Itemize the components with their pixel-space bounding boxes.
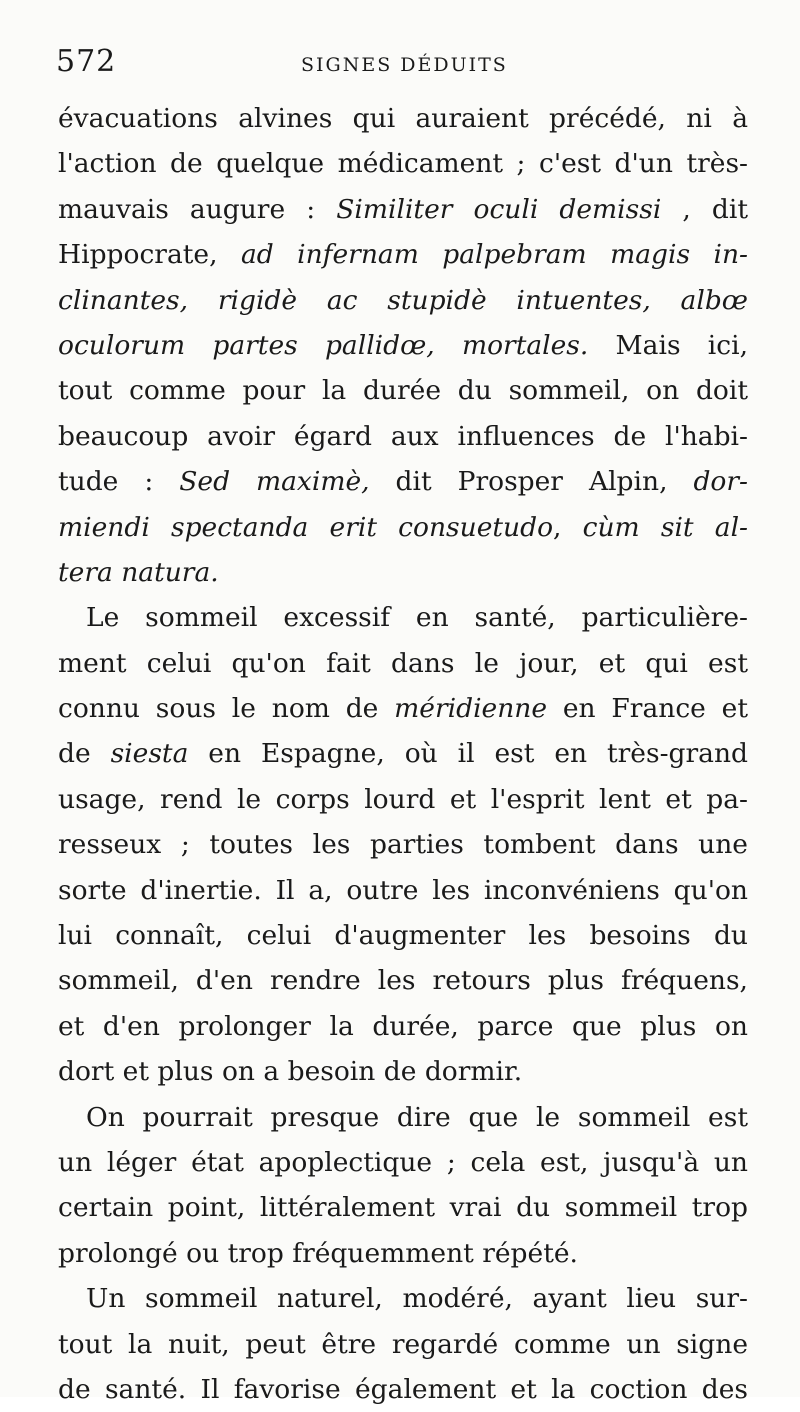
text-run: Mais ici, <box>588 329 748 361</box>
text-run: sommeil, d'en rendre les retours plus fréquens, <box>58 965 748 997</box>
italic-text: siesta <box>110 738 189 770</box>
text-run: l'action de quelque médicament ; c'est d'un très- <box>58 148 748 180</box>
text-run: dit Prosper Alpin, <box>369 466 694 498</box>
body-text <box>58 96 748 1412</box>
text-run: lui connaît, celui d'augmenter les besoins du <box>58 920 748 952</box>
text-run: resseux ; toutes les parties tombent dans une <box>58 829 748 861</box>
text-line <box>58 777 748 822</box>
text-line <box>58 641 748 686</box>
text-run: prolongé ou trop fréquemment répété. <box>58 1237 578 1269</box>
text-run: évacuations alvines qui auraient précédé, ni à <box>58 103 748 134</box>
text-run: en France et <box>547 693 748 725</box>
page-header <box>56 42 756 82</box>
italic-text: ad infernam palpebram magis in- <box>240 239 748 271</box>
text-run: usage, rend le corps lourd et l'esprit lent et pa- <box>58 783 748 815</box>
italic-text: tera natura. <box>58 556 219 588</box>
text-line <box>58 368 748 413</box>
italic-text: clinantes, rigidè ac stupidè intuentes, albœ <box>58 284 748 316</box>
italic-text: cùm sit al- <box>582 511 748 543</box>
text-line <box>58 187 748 232</box>
text-run: , dit <box>661 193 748 225</box>
text-run: de santé. Il favorise également et la coction des <box>58 1373 748 1405</box>
italic-text: Sed maximè, <box>179 466 370 498</box>
text-line <box>58 822 748 867</box>
text-run: tout comme pour la durée du sommeil, on doit <box>58 375 748 407</box>
text-line <box>58 1049 748 1094</box>
text-run: certain point, littéralement vrai du sommeil trop <box>58 1192 748 1224</box>
text-run: un léger état apoplectique ; cela est, jusqu'à un <box>58 1146 748 1178</box>
text-line <box>58 459 748 504</box>
text-run: et d'en prolonger la durée, parce que plus on <box>58 1010 748 1042</box>
text-line <box>58 731 748 776</box>
text-run: de <box>58 738 111 770</box>
text-run: beaucoup avoir égard aux influences de l'habi- <box>58 420 748 452</box>
italic-text: méridienne <box>394 693 548 725</box>
text-line <box>58 1276 748 1321</box>
text-line <box>58 278 748 323</box>
text-line <box>58 1322 748 1367</box>
page-number: 572 <box>56 44 117 79</box>
text-line <box>58 1095 748 1140</box>
italic-text: dor- <box>693 466 749 498</box>
text-line <box>58 1367 748 1412</box>
italic-text: Similiter oculi demissi <box>336 193 662 225</box>
text-line <box>58 96 748 141</box>
text-run: tout la nuit, peut être regardé comme un signe <box>58 1328 748 1360</box>
text-run: ment celui qu'on fait dans le jour, et qui est <box>58 647 748 679</box>
text-line <box>58 505 748 550</box>
text-run: On pourrait presque dire que le sommeil est <box>86 1101 748 1133</box>
text-line <box>58 141 748 186</box>
text-run: Le sommeil excessif en santé, particulière- <box>86 602 748 634</box>
italic-text: miendi spectanda erit consuetudo <box>58 511 554 543</box>
text-run: mauvais augure : <box>58 193 337 225</box>
text-line <box>58 323 748 368</box>
text-line <box>58 550 748 595</box>
text-line <box>58 414 748 459</box>
text-line <box>58 686 748 731</box>
text-line <box>58 232 748 277</box>
text-run: en Espagne, où il est en très-grand <box>188 738 748 770</box>
text-line <box>58 1004 748 1049</box>
running-head: SIGNES DÉDUITS <box>301 54 508 76</box>
text-line <box>58 958 748 1003</box>
text-run: tude : <box>58 466 180 498</box>
text-line <box>58 1140 748 1185</box>
text-run: Hippocrate, <box>58 239 241 271</box>
text-line <box>58 595 748 640</box>
text-line <box>58 1231 748 1276</box>
text-run: Un sommeil naturel, modéré, ayant lieu sur- <box>86 1283 748 1315</box>
text-run: sorte d'inertie. Il a, outre les inconvéniens qu'on <box>58 874 748 906</box>
text-run: , <box>553 511 583 543</box>
text-line <box>58 913 748 958</box>
text-line <box>58 868 748 913</box>
text-run: dort et plus on a besoin de dormir. <box>58 1056 523 1088</box>
italic-text: oculorum partes pallidœ, mortales. <box>58 329 589 361</box>
text-line <box>58 1185 748 1230</box>
text-run: connu sous le nom de <box>58 693 395 725</box>
